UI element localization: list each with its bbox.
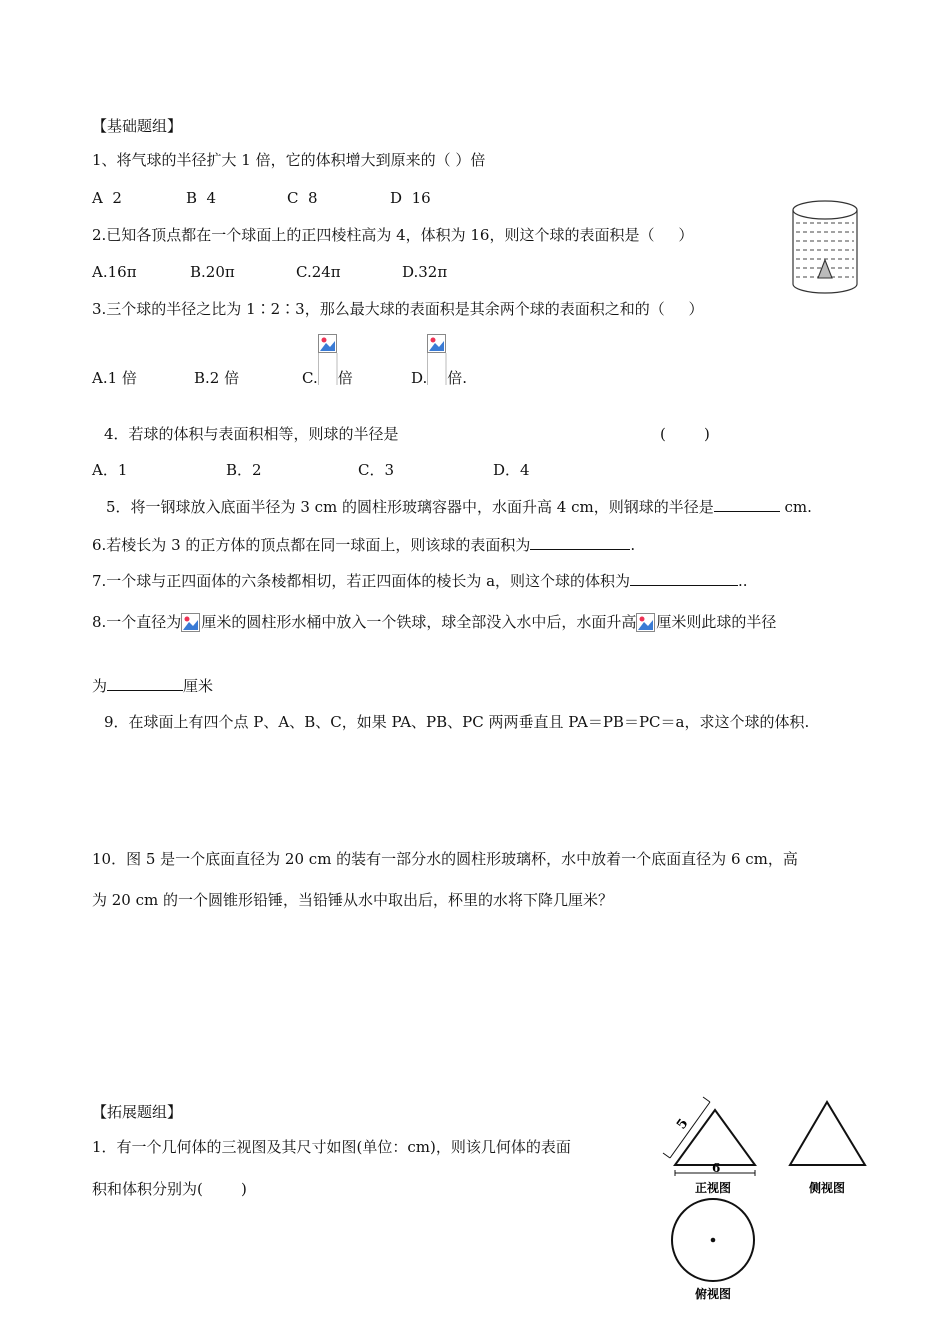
q3-text: 3.三个球的半径之比为 1∶2∶3，那么最大球的表面积是其余两个球的表面积之和的（ ）: [92, 300, 704, 318]
q6-text: [92, 535, 635, 555]
broken-image-icon: [636, 613, 656, 633]
q2-option-a: A.16π: [92, 263, 137, 281]
q2-option-b: B.20π: [190, 263, 235, 281]
q4-option-d: D．4: [493, 461, 530, 479]
q4-option-c: C．3: [358, 461, 395, 479]
broken-image-icon: [181, 613, 201, 633]
q7-answer-blank[interactable]: [630, 571, 738, 586]
side-view: [790, 1102, 865, 1195]
q3-option-c-label: C.: [302, 369, 318, 387]
q8-answer-blank[interactable]: [107, 676, 183, 691]
q8-stem-a: 8.一个直径为: [92, 613, 182, 631]
q6-end: .: [630, 536, 636, 554]
q3-option-a: A.1 倍: [92, 369, 137, 387]
q3-option-b: B.2 倍: [194, 369, 240, 387]
q1-option-d: D 16: [390, 189, 431, 207]
q7-end: ..: [738, 572, 748, 590]
front-view-slant-label: 5: [674, 1116, 692, 1133]
broken-image-icon: [318, 334, 338, 386]
q8-unit: 厘米: [183, 677, 214, 695]
top-view: [672, 1199, 754, 1301]
q5-unit: cm.: [779, 498, 812, 516]
q3-option-d-unit: 倍.: [447, 369, 468, 387]
q1-option-b: B 4: [186, 189, 217, 207]
ext-q1-line2: 积和体积分别为( ): [92, 1180, 247, 1198]
front-view: [663, 1097, 755, 1195]
q2-text: 2.已知各顶点都在一个球面上的正四棱柱高为 4，体积为 16，则这个球的表面积是（ ）: [92, 226, 694, 244]
ext-q1-line1: 1．有一个几何体的三视图及其尺寸如图(单位：cm)，则该几何体的表面: [92, 1138, 571, 1156]
broken-image-icon: [427, 334, 447, 386]
q1-option-c: C 8: [287, 189, 318, 207]
q6-stem: 6.若棱长为 3 的正方体的顶点都在同一球面上，则该球的表面积为: [92, 536, 531, 554]
q4-text: 4．若球的体积与表面积相等，则球的半径是: [104, 425, 399, 443]
q5-stem: 5．将一钢球放入底面半径为 3 cm 的圆柱形玻璃容器中，水面升高 4 cm，则钢球的半径是: [106, 498, 714, 516]
q8-line1: [92, 612, 776, 633]
q9-text: 9．在球面上有四个点 P、A、B、C，如果 PA、PB、PC 两两垂直且 PA＝PB＝PC＝a，求这个球的体积.: [104, 713, 810, 731]
q4-option-b: B．2: [226, 461, 262, 479]
q2-option-c: C.24π: [296, 263, 341, 281]
basic-group-header: 【基础题组】: [92, 117, 183, 135]
q2-option-d: D.32π: [402, 263, 448, 281]
q6-answer-blank[interactable]: [530, 535, 630, 550]
side-view-label: 侧视图: [809, 1181, 846, 1195]
q8-line2: [92, 676, 213, 696]
extended-group-header: 【拓展题组】: [92, 1103, 183, 1121]
q4-option-a: A．1: [92, 461, 128, 479]
three-view-figure: [655, 1080, 885, 1306]
q1-text: 1、将气球的半径扩大 1 倍，它的体积增大到原来的（ ）倍: [92, 151, 486, 169]
top-view-label: 俯视图: [695, 1287, 732, 1301]
q8-stem-c: 厘米则此球的半径: [656, 613, 777, 631]
cylinder-cone-figure: [790, 196, 862, 298]
q8-stem-d: 为: [92, 677, 108, 695]
front-view-label: 正视图: [695, 1181, 732, 1195]
q7-text: [92, 571, 748, 591]
q3-option-d-label: D.: [411, 369, 428, 387]
q7-stem: 7.一个球与正四面体的六条棱都相切，若正四面体的棱长为 a，则这个球的体积为: [92, 572, 631, 590]
q5-text: [106, 497, 812, 517]
q3-option-c-unit: 倍: [337, 369, 353, 387]
q8-stem-b: 厘米的圆柱形水桶中放入一个铁球，球全部没入水中后，水面升高: [201, 613, 637, 631]
front-view-base-label: 6: [712, 1161, 721, 1175]
q4-answer-paren: ( ): [660, 425, 710, 443]
q5-answer-blank[interactable]: [714, 497, 780, 512]
q1-option-a: A 2: [92, 189, 122, 207]
q10-line2: 为 20 cm 的一个圆锥形铅锤，当铅锤从水中取出后，杯里的水将下降几厘米？: [92, 891, 614, 909]
q10-line1: 10．图 5 是一个底面直径为 20 cm 的装有一部分水的圆柱形玻璃杯，水中放着一个底面直径为 6 cm，高: [92, 850, 798, 868]
